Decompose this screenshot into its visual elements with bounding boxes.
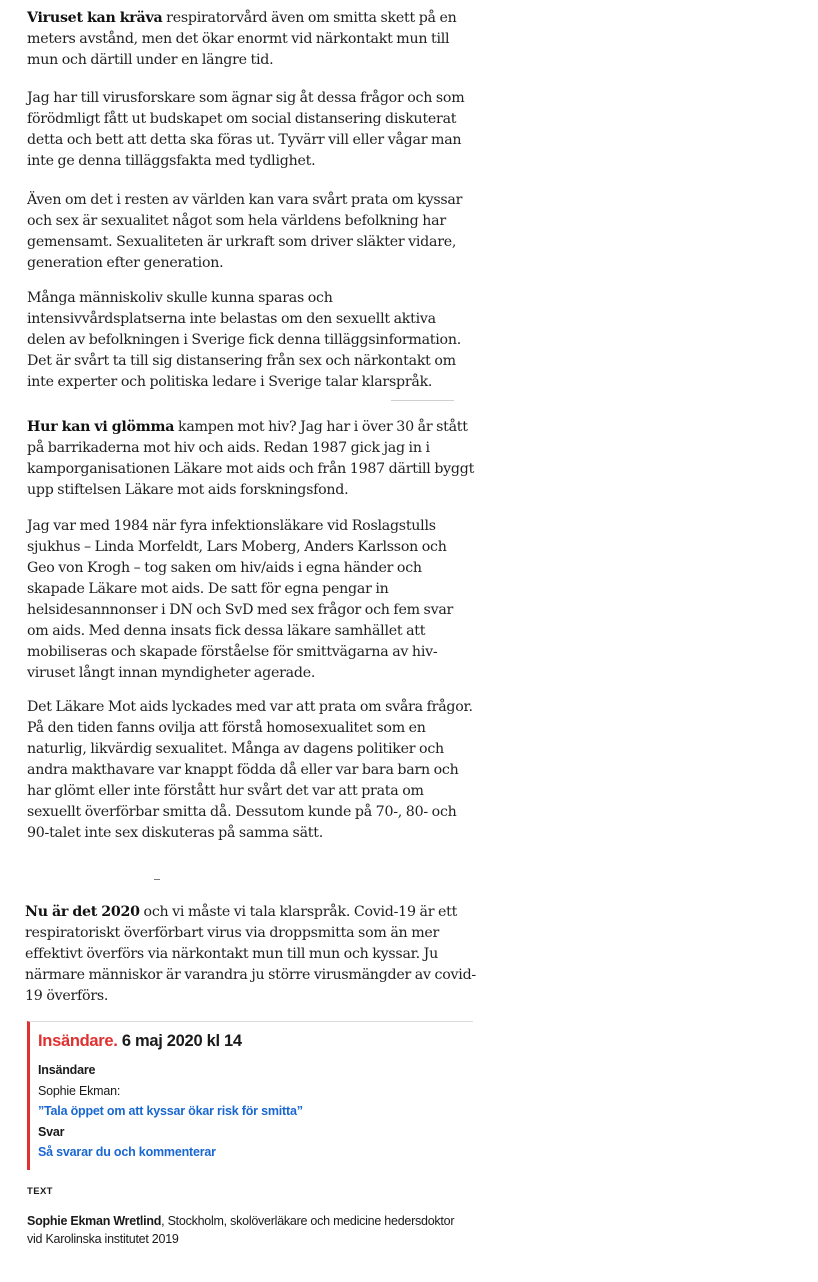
paragraph-lead: Viruset kan kräva	[27, 10, 163, 26]
section-divider	[391, 400, 454, 401]
paragraph-text: respiratorvård även om smitta skett på en meters avstånd, men det ökar enormt vid närkontakt mun till mun och därtill under en längre tid.	[27, 10, 457, 68]
paragraph-text: Många människoliv skulle kunna sparas och intensivvårdsplatserna inte belastas om den sexuellt aktiva delen av befolkningen i Sverige fick denna tilläggsinformation. Det är svårt ta till sig distansering från sex och närkontakt om inte experter och politiska ledare i Sverige talar klarspråk.	[27, 290, 461, 390]
paragraph-text: Det Läkare Mot aids lyckades med var att prata om svåra frågor. På den tiden fanns ovilja att förstå homosexualitet som en naturlig, likvärdig sexualitet. Många av dagens politiker och andra makthavare var knappt födda då eller var bara barn och har glömt eller inte förstått hur svårt det var att prata om sexuellt överförbar smitta då. Dessutom kunde på 70-, 80- och 90-talet inte sex diskuteras på samma sätt.	[27, 699, 473, 841]
paragraph-4	[27, 288, 477, 393]
box-author: Sophie Ekman:	[38, 1083, 121, 1098]
paragraph-7	[27, 697, 477, 844]
paragraph-text: Jag har till virusforskare som ägnar sig åt dessa frågor och som förödmligt fått ut budskapet om social distansering diskuterat detta och bett att detta ska föras ut. Tyvärr vill eller vågar man inte ge denna tilläggsfakta med tydlighet.	[27, 90, 465, 169]
byline-name: Sophie Ekman Wretlind	[27, 1214, 162, 1228]
paragraph-2	[27, 88, 477, 172]
paragraph-lead: Nu är det 2020	[25, 904, 140, 920]
paragraph-3	[27, 190, 477, 274]
box-section-title-svar: Svar	[38, 1124, 65, 1139]
paragraph-6	[27, 516, 477, 684]
paragraph-text: Jag var med 1984 när fyra infektionsläkare vid Roslagstulls sjukhus – Linda Morfeldt, Lars Moberg, Anders Karlsson och Geo von Krogh – tog saken om hiv/aids i egna händer och skapade Läkare mot aids. De satt för egna pengar in helsidesannnonser i DN och SvD med sex frågor och fem svar om aids. Med denna insats fick dessa läkare samhället att mobiliseras och skapade förståelse för smittvägarna av hiv-viruset långt innan myndigheter agerade.	[27, 518, 454, 681]
box-heading	[38, 1032, 473, 1051]
box-section-title: Insändare	[38, 1063, 96, 1077]
paragraph-text: och vi måste vi tala klarspråk. Covid-19 är ett respiratoriskt överförbart virus via droppsmitta som än mer effektivt överförs via närkontakt mun till mun och kyssar. Ju närmare människor är varandra ju större virusmängder av covid-19 överförs.	[25, 904, 476, 1004]
box-date: 6 maj 2020 kl 14	[117, 1032, 242, 1050]
paragraph-1	[27, 8, 477, 71]
related-article-link[interactable]: ”Tala öppet om att kyssar ökar risk för smitta”	[38, 1104, 303, 1118]
credits-label: TEXT	[27, 1186, 53, 1197]
related-articles-box	[27, 1021, 473, 1170]
paragraph-text: Även om det i resten av världen kan vara svårt prata om kyssar och sex är sexualitet något som hela världens befolkning har gemensamt. Sexualiteten är urkraft som driver släkter vidare, generation efter generation.	[27, 192, 463, 271]
author-byline	[27, 1212, 457, 1248]
paragraph-8	[25, 902, 477, 1007]
paragraph-lead: Hur kan vi glömma	[27, 419, 175, 435]
box-category: Insändare.	[38, 1032, 118, 1050]
byline-details: , Stockholm, skolöverläkare och medicine hedersdoktor vid Karolinska institutet 2019	[27, 1214, 455, 1246]
separator-dash	[154, 879, 160, 880]
paragraph-text: kampen mot hiv? Jag har i över 30 år stått på barrikaderna mot hiv och aids. Redan 1987 gick jag in i kamporganisationen Läkare mot aids och från 1987 därtill byggt upp stiftelsen Läkare mot aids forskningsfond.	[27, 419, 475, 498]
reply-link[interactable]: Så svarar du och kommenterar	[38, 1145, 216, 1159]
paragraph-5	[27, 417, 477, 501]
